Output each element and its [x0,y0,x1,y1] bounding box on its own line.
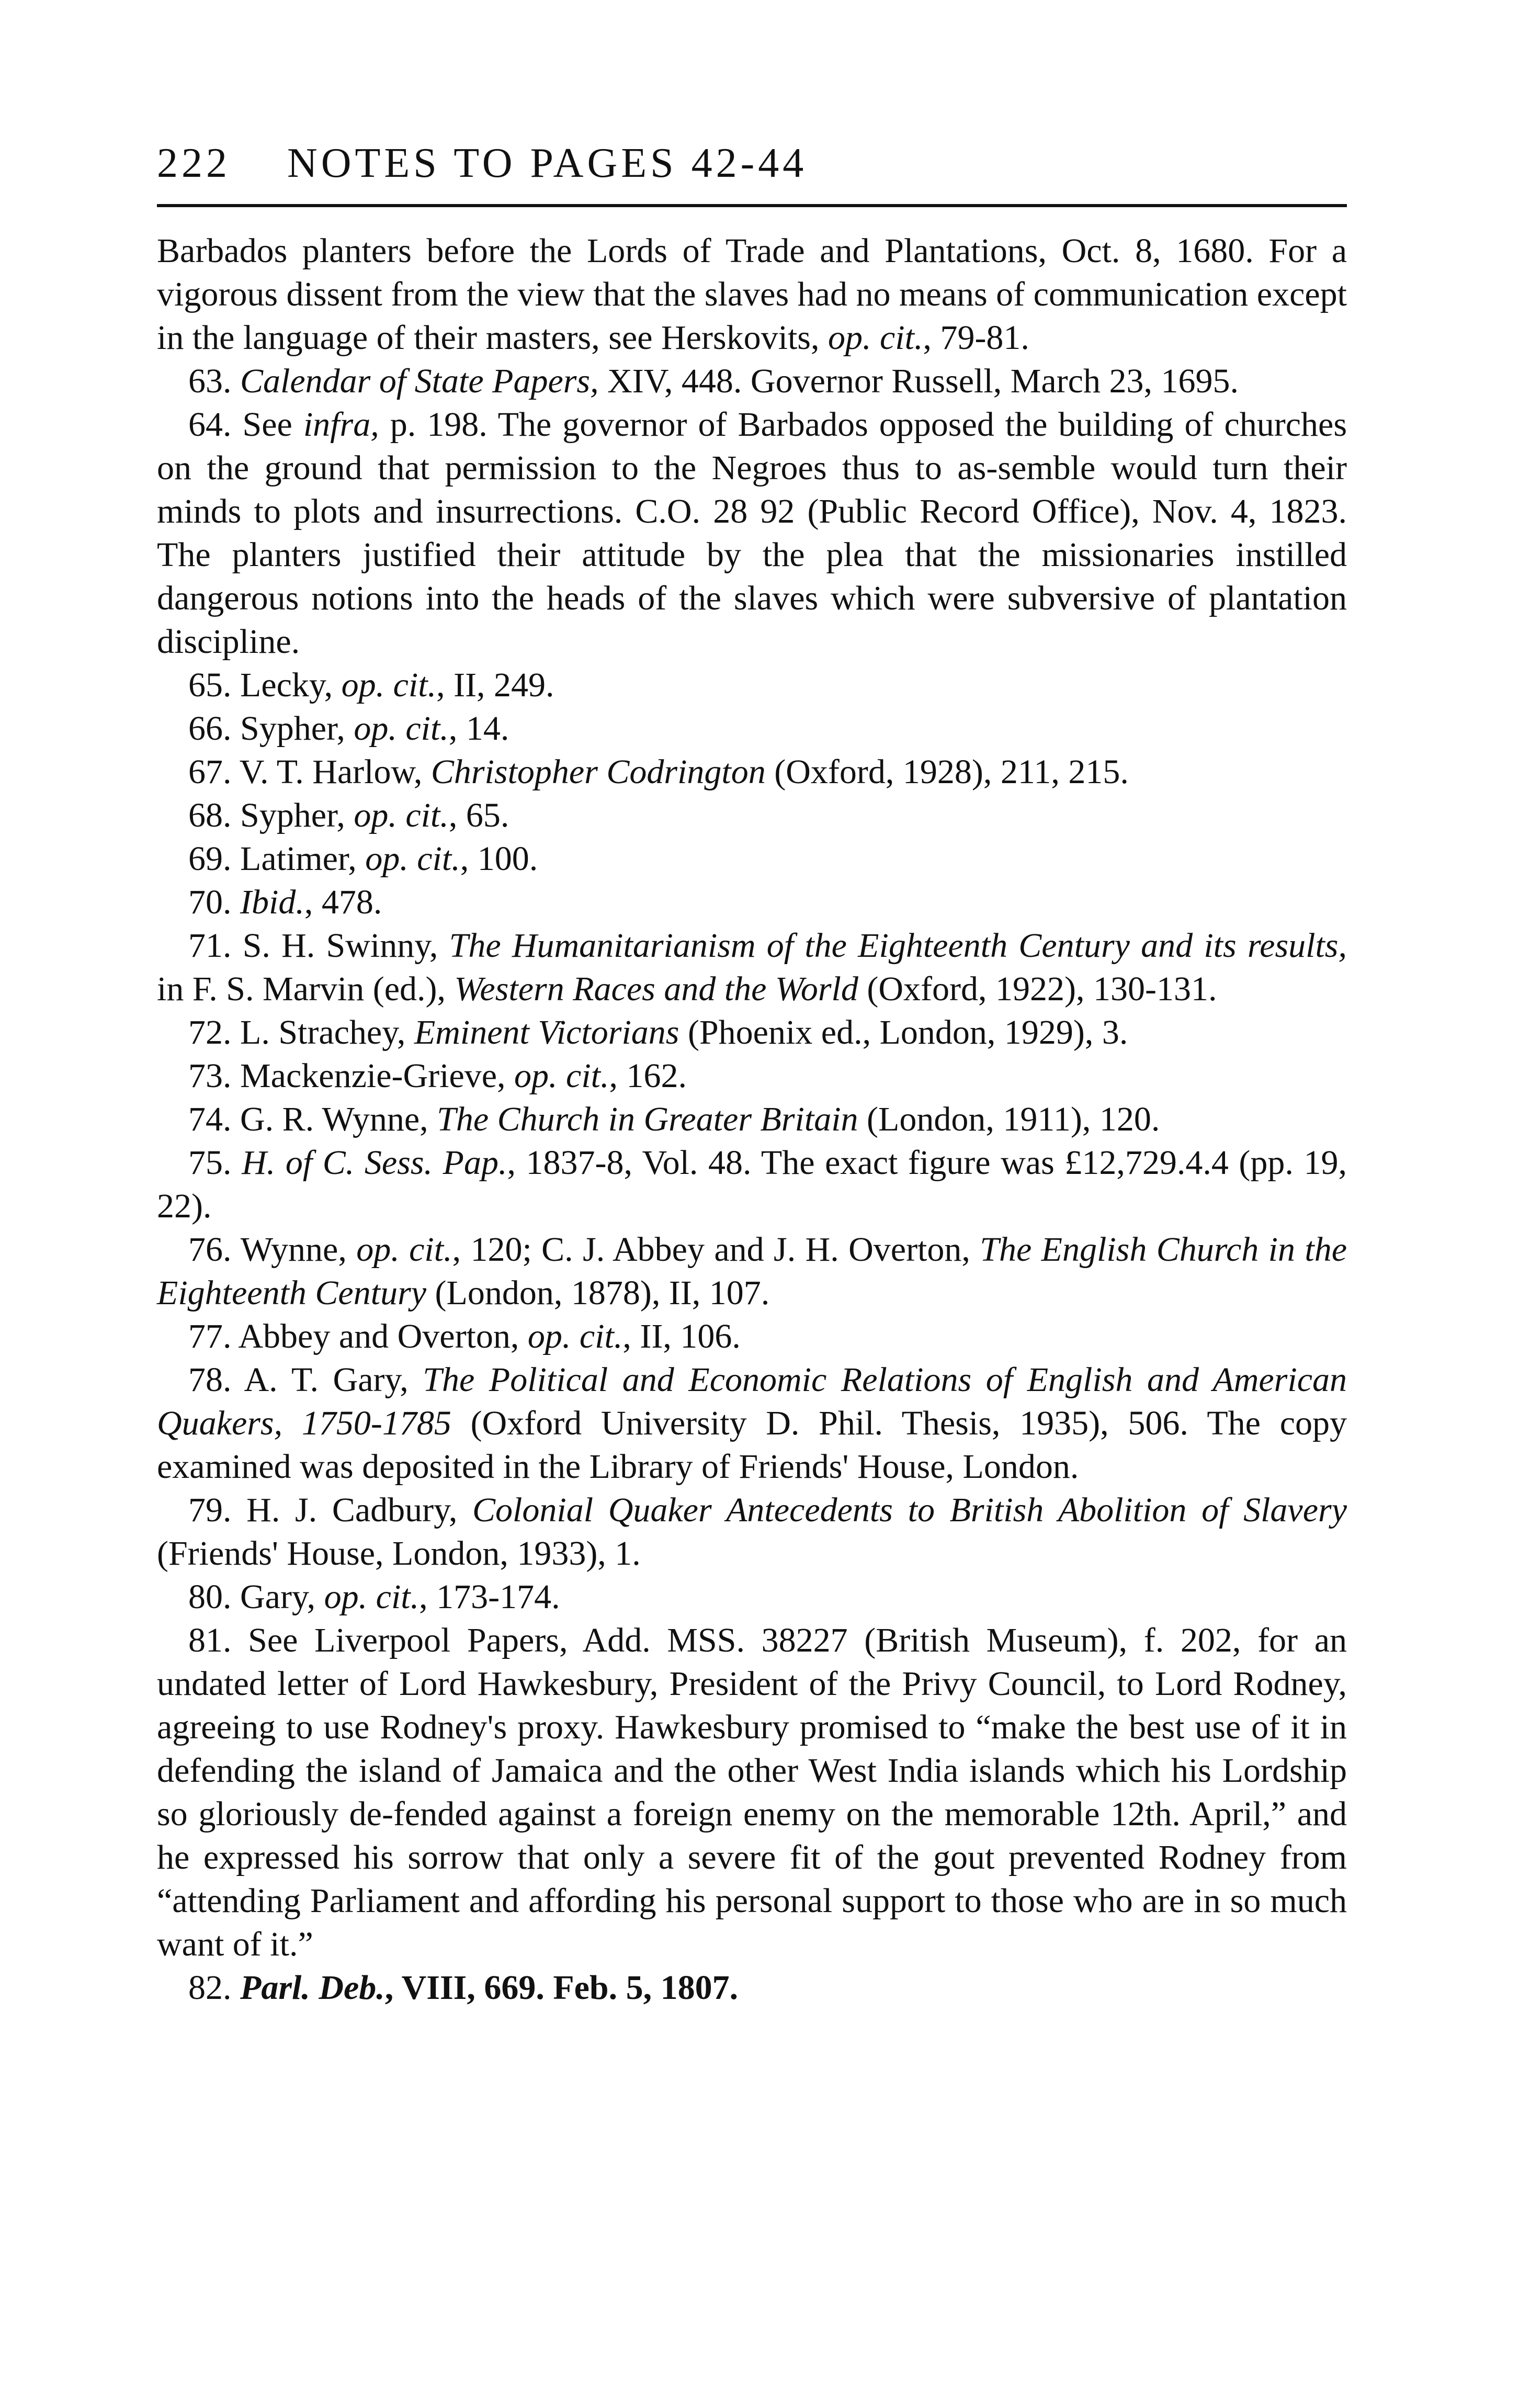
header-rule [157,204,1347,207]
note-72: 72. L. Strachey, Eminent Victorians (Phoenix ed., London, 1929), 3. [188,1013,1128,1052]
note-77: 77. Abbey and Overton, op. cit., II, 106. [188,1317,741,1355]
page-number: 222 [157,140,231,186]
note-75: 75. H. of C. Sess. Pap., 1837-8, Vol. 48. The exact figure was £12,729.4.4 (pp. 19, 22). [157,1144,1347,1225]
note-80: 80. Gary, op. cit., 173-174. [188,1578,560,1616]
running-head [157,142,807,184]
note-71: 71. S. H. Swinny, The Humanitarianism of the Eighteenth Century and its results, in F. S. Marvin (ed.), Western Races and the World (Oxford, 1922), 130-131. [157,926,1347,1008]
note-68: 68. Sypher, op. cit., 65. [188,796,509,834]
note-81: 81. See Liverpool Papers, Add. MSS. 38227 (British Museum), f. 202, for an undated letter of Lord Hawkesbury, President of the Privy Council, to Lord Rodney, agreeing to use Rodney's proxy. Hawkesbury promised to “make the best use of it in defending the island of Jamaica and the other West India islands which his Lordship so gloriously de-fended against a foreign enemy on the memorable 12th. April,” and he expressed his sorrow that only a severe fit of the gout prevented Rodney from “attending Parliament and affording his personal support to those who are in so much want of it.” [157,1621,1347,1963]
notes-body [157,229,1347,2009]
note-69: 69. Latimer, op. cit., 100. [188,840,538,878]
note-73: 73. Mackenzie-Grieve, op. cit., 162. [188,1057,687,1095]
note-78: 78. A. T. Gary, The Political and Economic Relations of English and American Quakers, 1750-1785 (Oxford University D. Phil. Thesis, 1935), 506. The copy examined was deposited in the Library of Friends' House, London. [157,1361,1347,1486]
note-76: 76. Wynne, op. cit., 120; C. J. Abbey and J. H. Overton, The English Church in the Eighteenth Century (London, 1878), II, 107. [157,1230,1347,1312]
note-70: 70. Ibid., 478. [188,883,382,921]
note-continuation: Barbados planters before the Lords of Trade and Plantations, Oct. 8, 1680. For a vigorous dissent from the view that the slaves had no means of communication except in the language of their masters, see Herskovits, op. cit., 79-81. [157,232,1347,357]
book-page [157,0,1347,2408]
note-67: 67. V. T. Harlow, Christopher Codrington (Oxford, 1928), 211, 215. [188,753,1129,791]
note-63: 63. Calendar of State Papers, XIV, 448. Governor Russell, March 23, 1695. [188,362,1239,400]
note-79: 79. H. J. Cadbury, Colonial Quaker Antecedents to British Abolition of Slavery (Friends' House, London, 1933), 1. [157,1491,1347,1573]
note-64: 64. See infra, p. 198. The governor of Barbados opposed the building of churches on the ground that permission to the Negroes thus to as-semble would turn their minds to plots and insurrections. C.O. 28 92 (Public Record Office), Nov. 4, 1823. The planters justified their attitude by the plea that the missionaries instilled dangerous notions into the heads of the slaves which were subversive of plantation discipline. [157,405,1347,661]
note-66: 66. Sypher, op. cit., 14. [188,709,509,748]
note-82: 82. Parl. Deb., VIII, 669. Feb. 5, 1807. [188,1969,739,2007]
page-title: NOTES TO PAGES 42-44 [287,140,808,186]
note-65: 65. Lecky, op. cit., II, 249. [188,666,554,704]
note-74: 74. G. R. Wynne, The Church in Greater Britain (London, 1911), 120. [188,1100,1160,1138]
